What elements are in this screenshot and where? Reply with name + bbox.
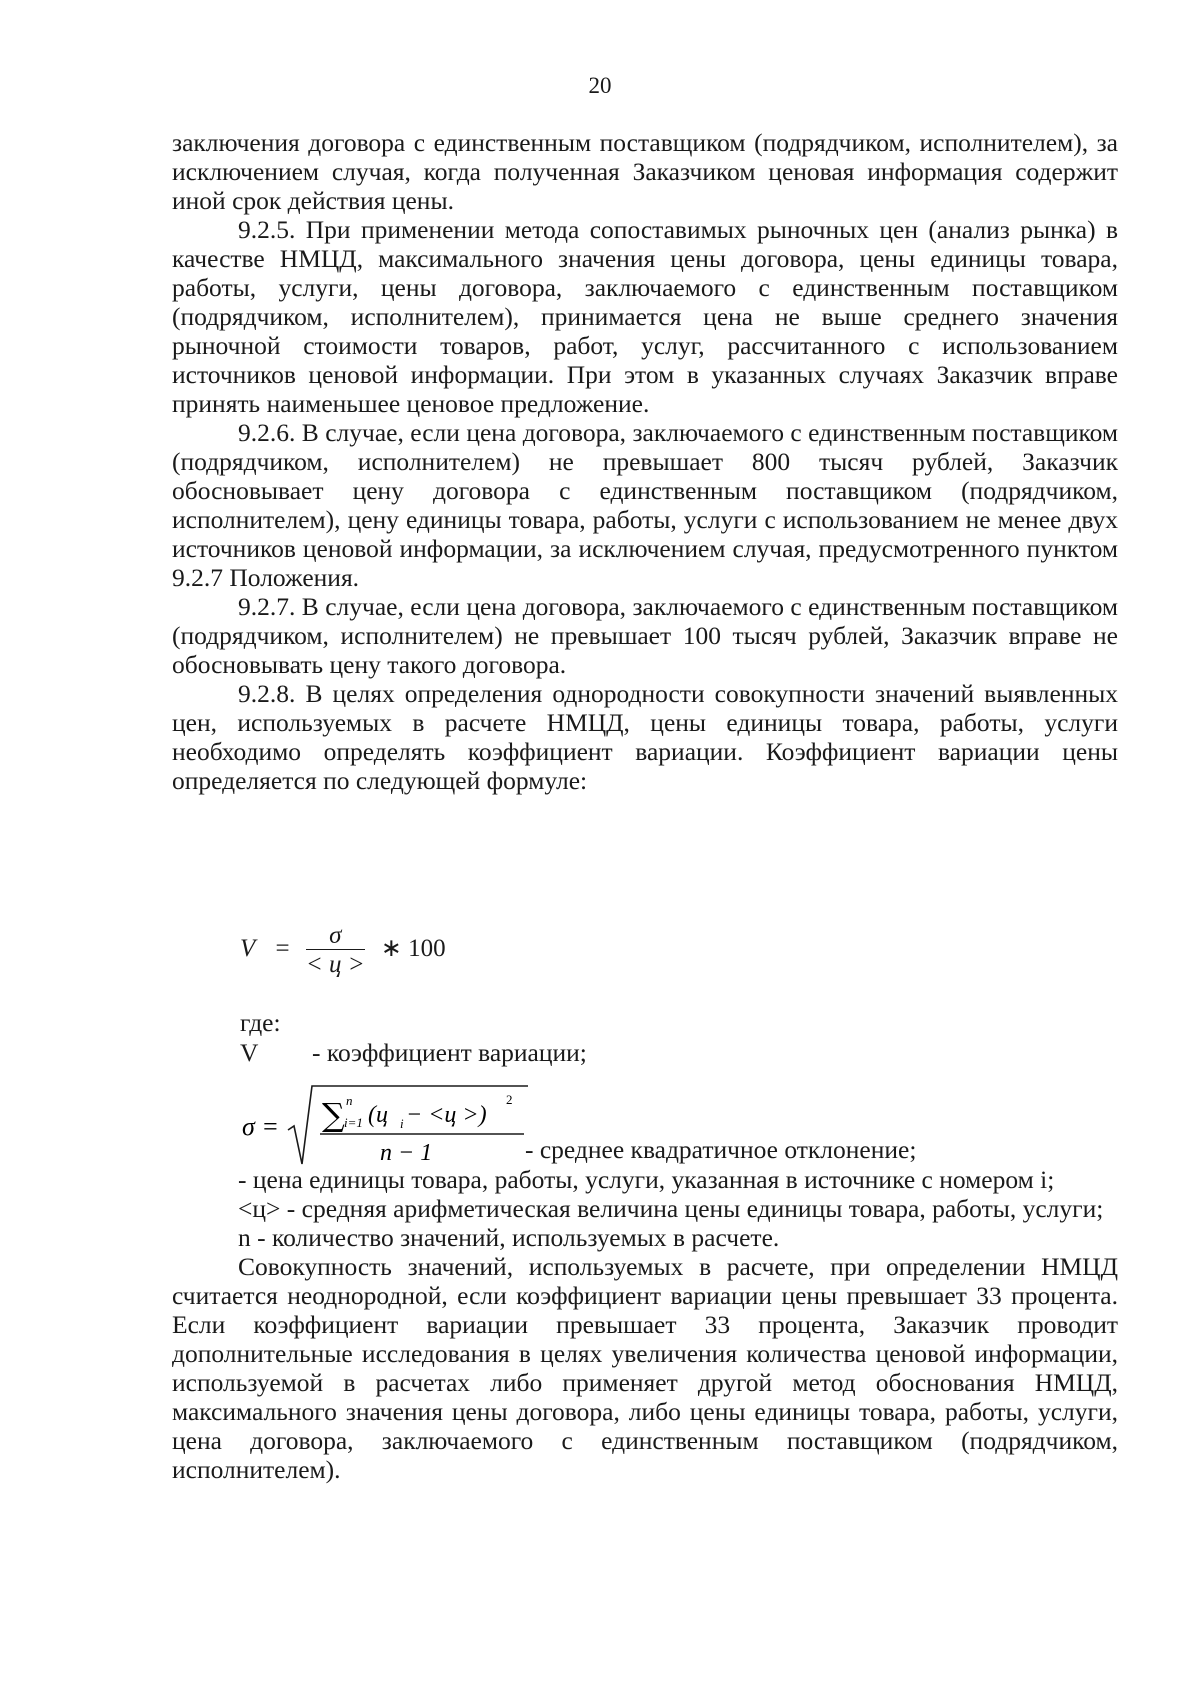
formula-v-fraction	[306, 922, 365, 979]
formula-v-denominator: < ц >	[305, 951, 365, 978]
power-exponent: 2	[506, 1092, 513, 1107]
paragraph-9-2-7: 9.2.7. В случае, если цена договора, заключаемого с единственным поставщиком (подрядчиком, исполнителем) не превышает 100 тысяч рублей, Заказчик вправе не обосновывать цену такого договора.	[172, 592, 1118, 679]
sigma-lhs: σ =	[242, 1112, 279, 1141]
paragraph-heterogeneity: Совокупность значений, используемых в расчете, при определении НМЦД считается неоднородной, если коэффициент вариации цены превышает 33 процента. Если коэффициент вариации превышает 33 процента, Заказчик проводит дополнительные исследования в целях увеличения количества ценовой информации, используемой в расчетах либо применяет другой метод обоснования НМЦД, максимального значения цены договора, либо цены единицы товара, работы, услуги, цена договора, заключаемого с единственным поставщиком (подрядчиком, исполнителем).	[172, 1252, 1118, 1484]
v-definition	[240, 1038, 587, 1068]
formula-v-lhs: V	[240, 935, 256, 963]
paragraph-continuation: заключения договора с единственным поставщиком (подрядчиком, исполнителем), за исключением случая, когда полученная Заказчиком ценовая информация содержит иной срок действия цены.	[172, 128, 1118, 215]
definition-n: n - количество значений, используемых в расчете.	[238, 1223, 780, 1252]
definition-ci: - цена единицы товара, работы, услуги, указанная в источнике с номером i;	[238, 1165, 1055, 1194]
paragraph-9-2-6: 9.2.6. В случае, если цена договора, заключаемого с единственным поставщиком (подрядчиком, исполнителем) не превышает 800 тысяч рублей, Заказчик обосновывает цену договора с единственным поставщиком (подрядчиком, исполнителем), цену единицы товара, работы, услуги с использованием не менее двух источников ценовой информации, за исключением случая, предусмотренного пунктом 9.2.7 Положения.	[172, 418, 1118, 592]
main-text-lower	[172, 1165, 1118, 1484]
page-number: 20	[588, 73, 612, 98]
v-symbol: V	[240, 1038, 259, 1067]
sum-term: (ц	[368, 1102, 388, 1128]
sum-term-rest: − <ц >)	[406, 1102, 487, 1128]
formula-v-equals: =	[275, 935, 290, 963]
summation-sign: ∑	[322, 1096, 345, 1134]
paragraph-9-2-5: 9.2.5. При применении метода сопоставимых рыночных цен (анализ рынка) в качестве НМЦД, максимального значения цены договора, цены единицы товара, работы, услуги, цены договора, заключаемого с единственным поставщиком (подрядчиком, исполнителем), принимается цена не выше среднего значения рыночной стоимости товаров, работ, услуг, рассчитанного с использованием источников ценовой информации. При этом в указанных случаях Заказчик вправе принять наименьшее ценовое предложение.	[172, 215, 1118, 418]
definition-c-mean: <ц> - средняя арифметическая величина цены единицы товара, работы, услуги;	[238, 1194, 1104, 1223]
paragraph-9-2-8: 9.2.8. В целях определения однородности совокупности значений выявленных цен, используемых в расчете НМЦД, цены единицы товара, работы, услуги необходимо определять коэффициент вариации. Коэффициент вариации цены определяется по следующей формуле:	[172, 679, 1118, 795]
formula-v-multiplier: ∗ 100	[380, 935, 446, 963]
where-label: где:	[240, 1008, 281, 1037]
sum-lower-limit: i=1	[344, 1115, 363, 1130]
v-definition-text: - коэффициент вариации;	[312, 1038, 587, 1067]
standard-deviation-formula	[240, 1078, 530, 1170]
sum-term-index: i	[400, 1116, 404, 1131]
sum-upper-limit: n	[346, 1093, 353, 1108]
variation-coefficient-formula	[240, 922, 446, 979]
sigma-definition: - среднее квадратичное отклонение;	[525, 1135, 917, 1164]
formula-v-numerator: σ	[306, 922, 365, 950]
sigma-denominator: n − 1	[380, 1140, 433, 1166]
main-text-upper	[172, 128, 1118, 795]
